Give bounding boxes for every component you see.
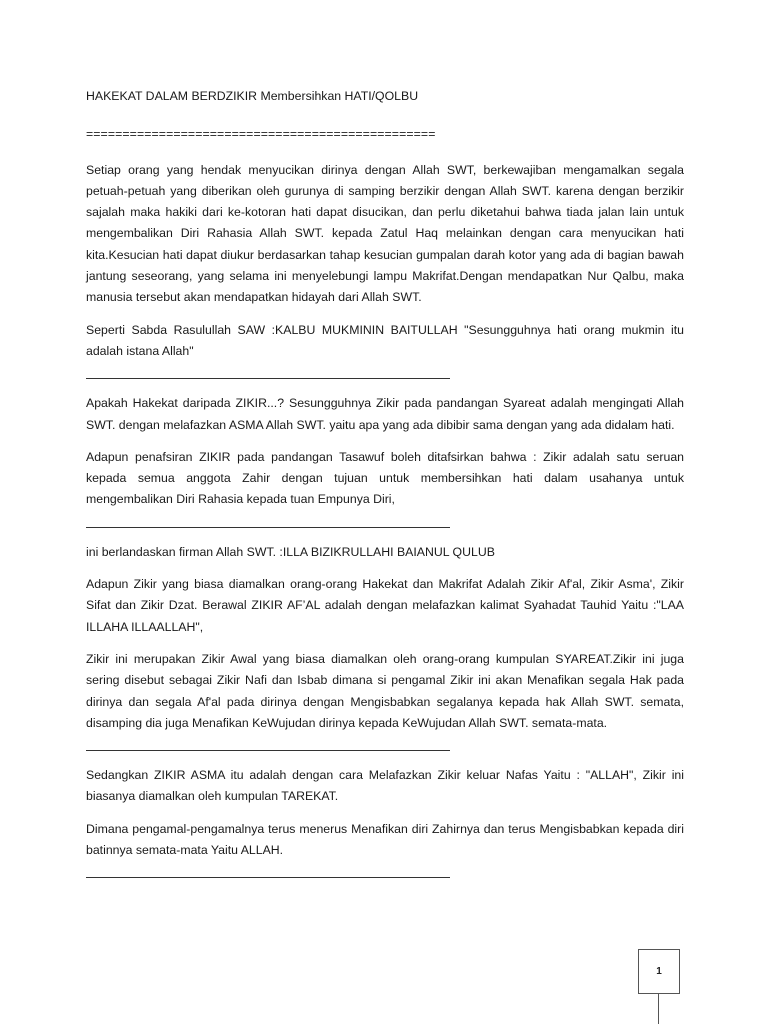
- paragraph-4: Adapun penafsiran ZIKIR pada pandangan Tasawuf boleh ditafsirkan bahwa : Zikir adalah satu seruan kepada semua anggota Zahir dengan tujuan untuk membersihkan hati dalam usahanya untuk mengembalikan Diri Rahasia kepada tuan Empunya Diri,: [86, 449, 684, 507]
- paragraph-6: Adapun Zikir yang biasa diamalkan orang-orang Hakekat dan Makrifat Adalah Zikir Af'al, Zikir Asma', Zikir Sifat dan Zikir Dzat. Berawal ZIKIR AF’AL adalah dengan melafazkan kalimat Syahadat Tauhid Yaitu :"LAA ILLAHA ILLAALLAH",: [86, 577, 684, 634]
- paragraph-7: Zikir ini merupakan Zikir Awal yang biasa diamalkan oleh orang-orang kumpulan SYAREAT.Zikir ini juga sering disebut sebagai Zikir Nafi dan Isbab dimana si pengamal Zikir ini akan Menafikan segala Hak pada dirinya dan segala Af'al pada dirinya dengan Mengisbabkan segalanya kepada hak Allah SWT. semata, disamping dia juga Menafikan KeWujudan dirinya kepada KeWujudan Allah SWT. semata-mata.: [86, 651, 684, 730]
- paragraph-2: Seperti Sabda Rasulullah SAW :KALBU MUKMININ BAITULLAH "Sesungguhnya hati orang mukmin itu adalah istana Allah": [86, 322, 684, 358]
- section-divider: [86, 378, 450, 379]
- section-divider: [86, 750, 450, 751]
- paragraph-8: Sedangkan ZIKIR ASMA itu adalah dengan cara Melafazkan Zikir keluar Nafas Yaitu : "ALLAH", Zikir ini biasanya diamalkan oleh kumpulan TAREKAT.: [86, 768, 684, 804]
- section-divider: [86, 877, 450, 878]
- paragraph-5: ini berlandaskan firman Allah SWT. :ILLA BIZIKRULLAHI BAIANUL QULUB: [86, 544, 495, 559]
- title-separator: ================================================: [86, 127, 436, 142]
- section-divider: [86, 527, 450, 528]
- page-number: 1: [638, 949, 680, 994]
- document-body: [86, 86, 684, 878]
- paragraph-9: Dimana pengamal-pengamalnya terus menerus Menafikan diri Zahirnya dan terus Mengisbabkan kepada diri batinnya semata-mata Yaitu ALLAH.: [86, 821, 684, 858]
- paragraph-1: Setiap orang yang hendak menyucikan dirinya dengan Allah SWT, berkewajiban mengamalkan segala petuah-petuah yang diberikan oleh gurunya di samping berzikir dengan Allah SWT. karena dengan berzikir sajalah maka hakiki dari ke-kotoran hati dapat disucikan, dan perlu diketahui bahwa tiada jalan lain untuk mengembalikan Diri Rahasia Allah SWT. kepada Zatul Haq melainkan dengan cara menyucikan hati kita.Kesucian hati dapat diukur berdasarkan tahap kesucian gumpalan darah kotor yang ada di bagian bawah jantung seseorang, yang selama ini menyelebungi lampu Makrifat.Dengan mendapatkan Nur Qalbu, maka manusia tersebut akan mendapatkan hidayah dari Allah SWT.: [86, 162, 684, 305]
- page-number-line: [658, 994, 659, 1024]
- document-title: HAKEKAT DALAM BERDZIKIR Membersihkan HATI/QOLBU: [86, 89, 419, 103]
- paragraph-3: Apakah Hakekat daripada ZIKIR...? Sesungguhnya Zikir pada pandangan Syareat adalah mengingati Allah SWT. dengan melafazkan ASMA Allah SWT. yaitu apa yang ada dibibir sama dengan yang ada didalam hati.: [86, 396, 684, 432]
